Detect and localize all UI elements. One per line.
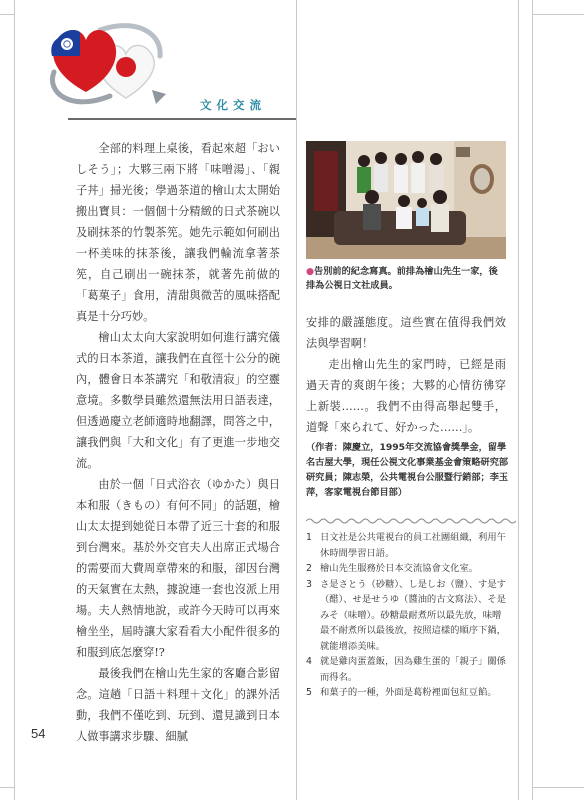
footnote-text: 和菓子的一種，外面是葛粉裡面包紅豆餡。 <box>320 687 497 698</box>
footnote <box>306 685 510 701</box>
grid-line <box>532 787 584 788</box>
footnote <box>306 561 510 577</box>
footnote <box>306 654 510 685</box>
body-paragraph: 全部的料理上桌後，看起來超「おいしそう」；大夥三兩下將「味噌湯」、「親子丼」掃光後；學過茶道的檜山太太開始搬出寶貝：一個個十分精緻的日式茶碗以及刷抹茶的竹製茶筅。她先示範如何刷出一杯美味的抹茶後，讓我們輪流拿著茶筅，自己刷出一碗抹茶，就著先前做的「葛菓子」食用，清甜與微苦的風味搭配真是十分巧妙。 <box>76 142 280 323</box>
footnote-text: さ是さとう（砂糖）、し是しお（鹽）、す是す（醋）、せ是せうゆ（醬油的古文寫法）、そ是みそ（味噌）。砂糖最耐煮所以最先放，味噌最不耐煮所以最後放，按照這樣的順序下鍋，就能增添美味。 <box>320 578 506 652</box>
grid-line <box>296 0 297 800</box>
grid-line <box>532 0 533 800</box>
body-paragraph: 安排的嚴謹態度。這些實在值得我們效法與學習啊！ <box>306 316 506 350</box>
flags-hearts-logo <box>40 12 170 112</box>
caption-bullet-icon: ● <box>306 266 315 277</box>
wavy-divider <box>306 517 516 525</box>
footnote-number: 4 <box>306 656 312 667</box>
left-column <box>76 138 280 747</box>
footnote-number: 5 <box>306 687 312 698</box>
author-note: （作者：陳慶立，1995年交流協會獎學金，留學名古屋大學，現任公視文化事業基金會策略研究部研究員；陳志榮，公共電視台公服暨行銷部；李玉萍，客家電視台節目部） <box>306 442 509 498</box>
footnote <box>306 530 510 561</box>
footnote-text: 就是雞肉蛋蓋飯，因為雞生蛋的「親子」關係而得名。 <box>320 656 506 683</box>
grid-line <box>518 0 519 800</box>
header-divider <box>68 118 296 120</box>
footnote-text: 日文社是公共電視台的員工社團組織，利用午休時間學習日語。 <box>320 532 506 559</box>
grid-line <box>532 14 584 15</box>
section-title: 文化交流 <box>200 98 266 112</box>
grid-line <box>0 787 14 788</box>
page-number: 54 <box>31 726 46 741</box>
body-paragraph: 走出檜山先生的家門時，已經是雨過天青的爽朗午後；大夥的心情彷彿穿上新裝……。我們不由得高舉起雙手，道聲「來られて、好かった……」。 <box>306 358 506 434</box>
body-paragraph: 檜山太太向大家說明如何進行講究儀式的日本茶道，讓我們在直徑十公分的碗內，體會日本茶講究「和敬清寂」的空靈意境。多數學員雖然還無法用日語表達，但透過慶立老師適時地翻譯，問答之中，讓我們與「大和文化」有了更進一步地交流。 <box>76 331 280 470</box>
grid-line <box>14 0 15 800</box>
footnote-number: 1 <box>306 532 312 543</box>
footnote <box>306 577 510 655</box>
body-paragraph: 最後我們在檜山先生家的客廳合影留念。這趟「日語＋料理＋文化」的課外活動，我們不僅吃到、玩到、還見識到日本人做事講求步驟、細膩 <box>76 667 280 743</box>
right-column <box>306 312 506 438</box>
footnote-number: 2 <box>306 563 312 574</box>
grid-line <box>0 14 14 15</box>
group-photo <box>306 141 506 259</box>
footnotes <box>306 530 510 701</box>
footnote-text: 檜山先生服務於日本交流協會文化室。 <box>320 563 479 574</box>
photo-caption: ●告別前的紀念寫真。前排為檜山先生一家，後排為公視日文社成員。 <box>306 266 498 291</box>
body-paragraph: 由於一個「日式浴衣（ゆかた）與日本和服（きもの）有何不同」的話題，檜山太太提到她從日本帶了近三十套的和服到台灣來。基於外交官夫人出席正式場合的需要而大費周章帶來的和服，卻因台灣的天氣實在太熱，據說連一套也沒派上用場。夫人熱情地說，或許今天時可以再來檜坐坐，屆時讓大家看看大小配件很多的和服到底怎麼穿!? <box>76 478 280 659</box>
footnote-number: 3 <box>306 578 312 590</box>
